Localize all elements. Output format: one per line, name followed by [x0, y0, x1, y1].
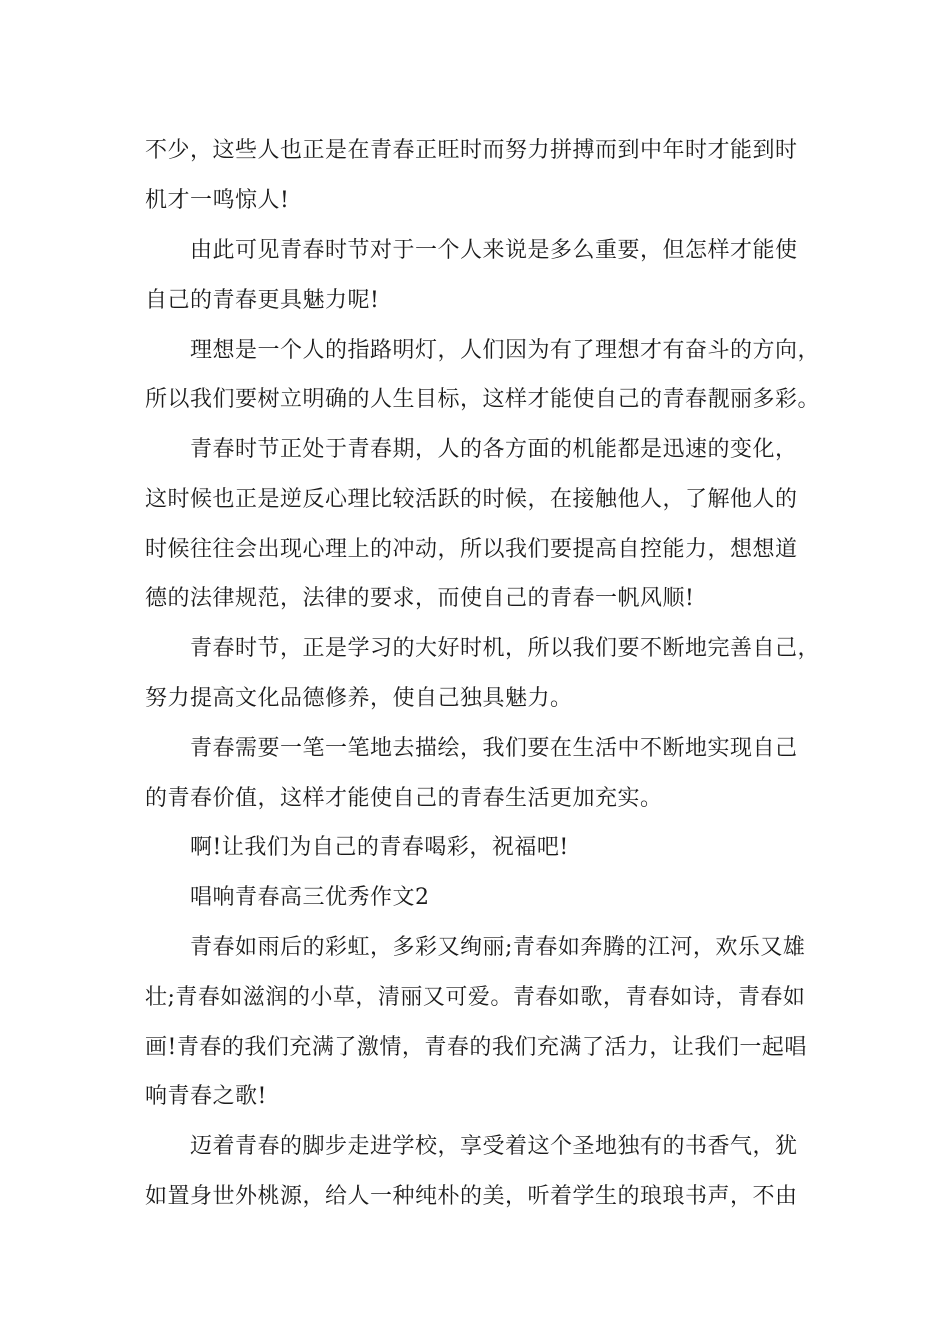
text-line: 时候往往会出现心理上的冲动，所以我们要提高自控能力，想想道	[145, 537, 798, 562]
text-line: 不少，这些人也正是在青春正旺时而努力拼搏而到中年时才能到时	[145, 138, 798, 163]
text-line: 自己的青春更具魅力呢!	[145, 288, 380, 313]
text-line: 的青春价值，这样才能使自己的青春生活更加充实。	[145, 786, 663, 811]
text-line: 努力提高文化品德修养，使自己独具魅力。	[145, 686, 573, 711]
text-line: 德的法律规范，法律的要求，而使自己的青春一帆风顺!	[145, 586, 695, 611]
text-line: 青春时节，正是学习的大好时机，所以我们要不断地完善自己，	[190, 636, 821, 661]
text-line: 壮;青春如滋润的小草，清丽又可爱。青春如歌，青春如诗，青春如	[145, 985, 806, 1010]
text-line: 青春时节正处于青春期，人的各方面的机能都是迅速的变化，	[190, 437, 798, 462]
text-line: 如置身世外桃源，给人一种纯朴的美，听着学生的琅琅书声，不由	[145, 1184, 798, 1209]
text-line: 迈着青春的脚步走进学校，享受着这个圣地独有的书香气，犹	[190, 1134, 798, 1159]
text-line: 啊!让我们为自己的青春喝彩，祝福吧!	[190, 835, 569, 860]
section-heading: 唱响青春高三优秀作文2	[190, 885, 430, 910]
text-line: 由此可见青春时节对于一个人来说是多么重要，但怎样才能使	[190, 238, 798, 263]
text-line: 画!青春的我们充满了激情，青春的我们充满了活力，让我们一起唱	[145, 1035, 807, 1060]
text-line: 青春需要一笔一笔地去描绘，我们要在生活中不断地实现自己	[190, 736, 798, 761]
text-line: 所以我们要树立明确的人生目标，这样才能使自己的青春靓丽多彩。	[145, 387, 821, 412]
text-line: 机才一鸣惊人!	[145, 188, 290, 213]
text-line: 青春如雨后的彩虹，多彩又绚丽;青春如奔腾的江河，欢乐又雄	[190, 935, 806, 960]
text-line: 这时候也正是逆反心理比较活跃的时候，在接触他人，了解他人的	[145, 487, 798, 512]
text-line: 响青春之歌!	[145, 1084, 267, 1109]
text-line: 理想是一个人的指路明灯，人们因为有了理想才有奋斗的方向，	[190, 338, 821, 363]
